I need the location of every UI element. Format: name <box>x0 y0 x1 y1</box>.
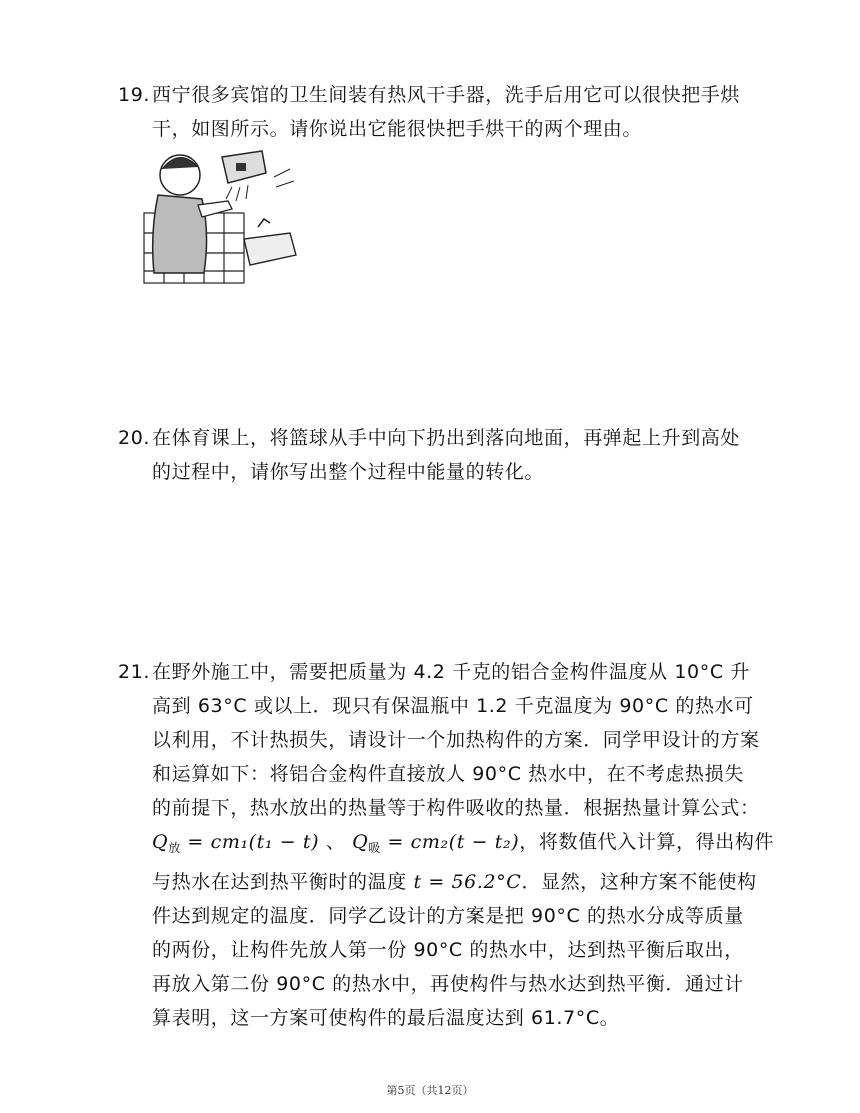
hand-dryer-illustration <box>140 143 300 285</box>
question-text-line: 高到 63°C 或以上．现只有保温瓶中 1.2 千克温度为 90°C 的热水可 <box>152 695 754 717</box>
question-text-line: 和运算如下：将铝合金构件直接放人 90°C 热水中，在不考虑热损失 <box>152 763 744 785</box>
formula-line: $Q_放 = cm_1(t_1 - t)$ 、 $Q_吸 = cm_2(t - t_2)$，将数值代入计算，得出构件 <box>152 831 775 855</box>
question-text-line: 干，如图所示。请你说出它能很快把手烘干的两个理由。 <box>152 118 643 140</box>
equilibrium-temperature: t = 56.2°C <box>413 871 522 893</box>
question-text-line: 再放入第二份 90°C 的热水中，再使构件与热水达到热平衡．通过计 <box>152 973 744 995</box>
question-text-line: 在体育课上，将篮球从手中向下扔出到落向地面，再弹起上升到高处 <box>152 427 741 449</box>
question-text-line: 的过程中，请你写出整个过程中能量的转化。 <box>152 461 545 483</box>
question-text-line: 以利用，不计热损失，请设计一个加热构件的方案．同学甲设计的方案 <box>152 729 760 751</box>
question-number: 19. <box>118 84 151 106</box>
question-text-line: 西宁很多宾馆的卫生间装有热风干手器，洗手后用它可以很快把手烘 <box>152 84 741 106</box>
question-19 <box>118 78 764 146</box>
page-footer: 第5页（共12页） <box>386 1084 474 1097</box>
question-text-line: 算表明，这一方案可使构件的最后温度达到 61.7°C。 <box>152 1007 620 1029</box>
question-20 <box>118 421 764 489</box>
question-text-line: 件达到规定的温度．同学乙设计的方案是把 90°C 的热水分成等质量 <box>152 905 744 927</box>
question-text-line: 的两份，让构件先放人第一份 90°C 的热水中，达到热平衡后取出， <box>152 939 744 961</box>
question-text-line: 的前提下，热水放出的热量等于构件吸收的热量．根据热量计算公式： <box>152 797 760 819</box>
question-text-line: 与热水在达到热平衡时的温度 t = 56.2°C．显然，这种方案不能使构 <box>152 871 757 893</box>
question-number: 20. <box>118 427 151 449</box>
question-21 <box>118 655 775 1035</box>
heat-release-formula: $Q_放 = cm_1(t_1 - t)$ <box>152 831 320 855</box>
question-text-line: 在野外施工中，需要把质量为 4.2 千克的铝合金构件温度从 10°C 升 <box>152 661 750 683</box>
question-number: 21. <box>118 661 151 683</box>
heat-absorb-formula: $Q_吸 = cm_2(t - t_2)$ <box>352 831 520 855</box>
